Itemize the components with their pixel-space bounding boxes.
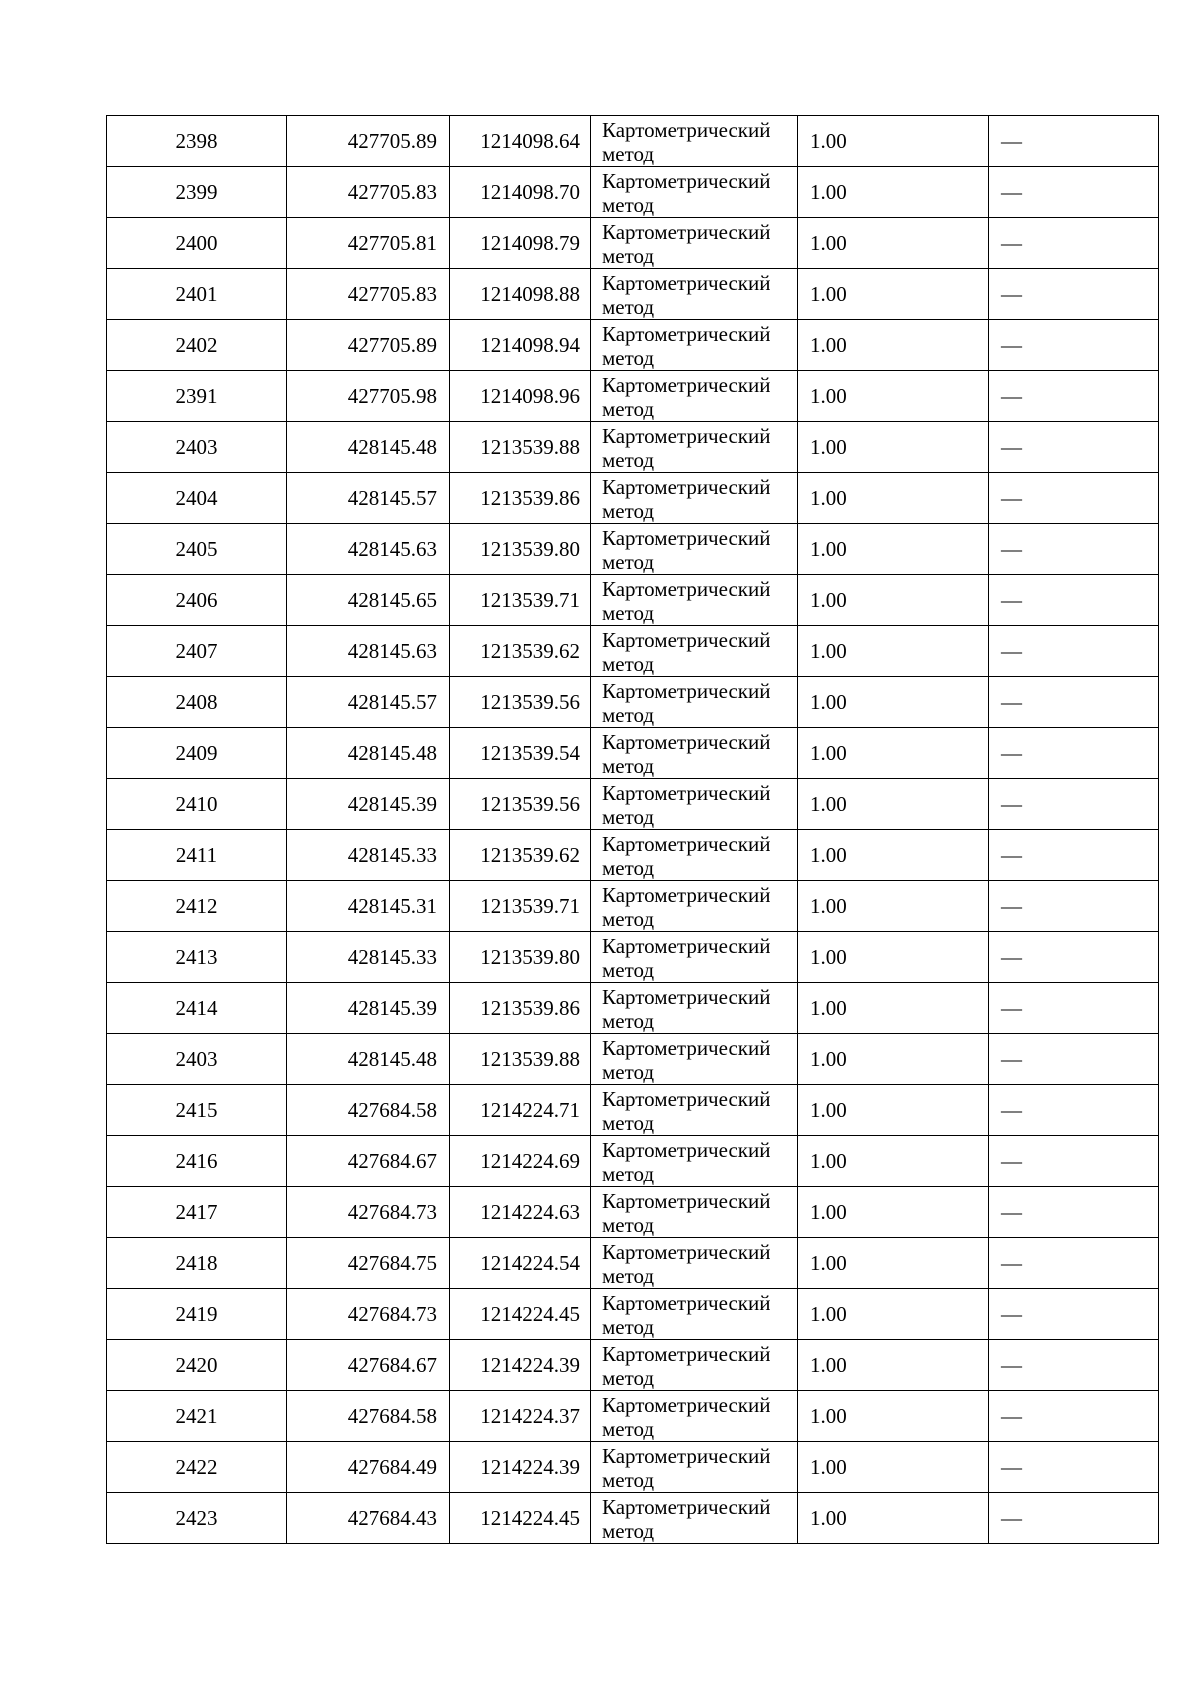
method-text-line1: Картометрический [602, 883, 771, 907]
method-cell [591, 983, 798, 1034]
table-row [107, 1493, 1159, 1544]
y-coordinate-cell: 1214098.70 [450, 167, 591, 218]
note-cell: — [989, 1136, 1159, 1187]
note-cell: — [989, 1493, 1159, 1544]
table-row [107, 932, 1159, 983]
y-coordinate-cell: 1214224.63 [450, 1187, 591, 1238]
note-cell: — [989, 371, 1159, 422]
method-text-line2: метод [602, 448, 655, 472]
method-text-line2: метод [602, 703, 655, 727]
accuracy-cell: 1.00 [798, 116, 989, 167]
note-cell: — [989, 1034, 1159, 1085]
note-cell: — [989, 1442, 1159, 1493]
table-row [107, 1391, 1159, 1442]
y-coordinate-cell: 1213539.54 [450, 728, 591, 779]
x-coordinate-cell: 428145.63 [287, 626, 450, 677]
y-coordinate-cell: 1214224.45 [450, 1493, 591, 1544]
x-coordinate-cell: 427684.58 [287, 1391, 450, 1442]
method-text-line1: Картометрический [602, 373, 771, 397]
y-coordinate-cell: 1213539.80 [450, 932, 591, 983]
accuracy-cell: 1.00 [798, 575, 989, 626]
method-text-line1: Картометрический [602, 1342, 771, 1366]
method-text-line1: Картометрический [602, 1495, 771, 1519]
method-cell [591, 1289, 798, 1340]
point-number-cell: 2423 [107, 1493, 287, 1544]
x-coordinate-cell: 428145.57 [287, 473, 450, 524]
method-text-line2: метод [602, 805, 655, 829]
note-cell: — [989, 626, 1159, 677]
method-text-line2: метод [602, 907, 655, 931]
note-cell: — [989, 1187, 1159, 1238]
y-coordinate-cell: 1213539.71 [450, 575, 591, 626]
table-row [107, 116, 1159, 167]
y-coordinate-cell: 1213539.62 [450, 830, 591, 881]
y-coordinate-cell: 1214224.71 [450, 1085, 591, 1136]
method-text-line2: метод [602, 1111, 655, 1135]
note-cell: — [989, 1289, 1159, 1340]
x-coordinate-cell: 427705.89 [287, 116, 450, 167]
method-cell [591, 932, 798, 983]
y-coordinate-cell: 1213539.86 [450, 473, 591, 524]
accuracy-cell: 1.00 [798, 830, 989, 881]
accuracy-cell: 1.00 [798, 1391, 989, 1442]
method-text-line1: Картометрический [602, 1087, 771, 1111]
method-text-line2: метод [602, 958, 655, 982]
method-text-line2: метод [602, 295, 655, 319]
table-row [107, 371, 1159, 422]
method-cell [591, 881, 798, 932]
coordinates-table-body [107, 116, 1159, 1544]
table-row [107, 575, 1159, 626]
method-text-line2: метод [602, 1009, 655, 1033]
note-cell: — [989, 269, 1159, 320]
point-number-cell: 2416 [107, 1136, 287, 1187]
method-text-line1: Картометрический [602, 1138, 771, 1162]
accuracy-cell: 1.00 [798, 983, 989, 1034]
accuracy-cell: 1.00 [798, 269, 989, 320]
method-text-line2: метод [602, 1417, 655, 1441]
note-cell: — [989, 524, 1159, 575]
note-cell: — [989, 422, 1159, 473]
x-coordinate-cell: 427684.73 [287, 1289, 450, 1340]
accuracy-cell: 1.00 [798, 218, 989, 269]
x-coordinate-cell: 427705.81 [287, 218, 450, 269]
accuracy-cell: 1.00 [798, 779, 989, 830]
x-coordinate-cell: 428145.33 [287, 932, 450, 983]
x-coordinate-cell: 427684.49 [287, 1442, 450, 1493]
table-row [107, 1442, 1159, 1493]
table-row [107, 269, 1159, 320]
point-number-cell: 2398 [107, 116, 287, 167]
note-cell: — [989, 218, 1159, 269]
table-row [107, 1238, 1159, 1289]
method-cell [591, 677, 798, 728]
note-cell: — [989, 320, 1159, 371]
table-row [107, 779, 1159, 830]
accuracy-cell: 1.00 [798, 1136, 989, 1187]
method-text-line1: Картометрический [602, 1291, 771, 1315]
table-row [107, 1289, 1159, 1340]
method-cell [591, 1034, 798, 1085]
method-text-line1: Картометрический [602, 169, 771, 193]
note-cell: — [989, 1238, 1159, 1289]
point-number-cell: 2412 [107, 881, 287, 932]
y-coordinate-cell: 1214098.94 [450, 320, 591, 371]
method-text-line1: Картометрический [602, 475, 771, 499]
note-cell: — [989, 932, 1159, 983]
method-cell [591, 1187, 798, 1238]
x-coordinate-cell: 427684.75 [287, 1238, 450, 1289]
accuracy-cell: 1.00 [798, 677, 989, 728]
method-text-line2: метод [602, 499, 655, 523]
method-text-line2: метод [602, 754, 655, 778]
method-cell [591, 1136, 798, 1187]
accuracy-cell: 1.00 [798, 1238, 989, 1289]
note-cell: — [989, 1391, 1159, 1442]
method-cell [591, 269, 798, 320]
method-text-line2: метод [602, 1264, 655, 1288]
table-row [107, 830, 1159, 881]
point-number-cell: 2405 [107, 524, 287, 575]
accuracy-cell: 1.00 [798, 1187, 989, 1238]
method-cell [591, 626, 798, 677]
x-coordinate-cell: 427705.83 [287, 269, 450, 320]
method-cell [591, 830, 798, 881]
method-text-line2: метод [602, 1519, 655, 1543]
point-number-cell: 2403 [107, 422, 287, 473]
x-coordinate-cell: 428145.48 [287, 1034, 450, 1085]
point-number-cell: 2391 [107, 371, 287, 422]
method-cell [591, 473, 798, 524]
note-cell: — [989, 677, 1159, 728]
x-coordinate-cell: 427684.43 [287, 1493, 450, 1544]
method-text-line1: Картометрический [602, 220, 771, 244]
method-text-line1: Картометрический [602, 322, 771, 346]
point-number-cell: 2417 [107, 1187, 287, 1238]
method-text-line2: метод [602, 1315, 655, 1339]
point-number-cell: 2408 [107, 677, 287, 728]
point-number-cell: 2402 [107, 320, 287, 371]
point-number-cell: 2401 [107, 269, 287, 320]
point-number-cell: 2418 [107, 1238, 287, 1289]
accuracy-cell: 1.00 [798, 167, 989, 218]
method-text-line1: Картометрический [602, 271, 771, 295]
method-text-line1: Картометрический [602, 1240, 771, 1264]
y-coordinate-cell: 1214098.88 [450, 269, 591, 320]
method-text-line2: метод [602, 856, 655, 880]
accuracy-cell: 1.00 [798, 371, 989, 422]
method-text-line1: Картометрический [602, 577, 771, 601]
method-text-line1: Картометрический [602, 1189, 771, 1213]
accuracy-cell: 1.00 [798, 932, 989, 983]
y-coordinate-cell: 1214224.39 [450, 1340, 591, 1391]
y-coordinate-cell: 1213539.80 [450, 524, 591, 575]
table-row [107, 473, 1159, 524]
method-text-line2: метод [602, 244, 655, 268]
method-text-line1: Картометрический [602, 1393, 771, 1417]
table-row [107, 1340, 1159, 1391]
method-text-line1: Картометрический [602, 781, 771, 805]
accuracy-cell: 1.00 [798, 1085, 989, 1136]
x-coordinate-cell: 428145.31 [287, 881, 450, 932]
note-cell: — [989, 116, 1159, 167]
x-coordinate-cell: 428145.65 [287, 575, 450, 626]
method-text-line1: Картометрический [602, 1444, 771, 1468]
x-coordinate-cell: 427684.73 [287, 1187, 450, 1238]
accuracy-cell: 1.00 [798, 1442, 989, 1493]
method-text-line2: метод [602, 193, 655, 217]
y-coordinate-cell: 1214098.79 [450, 218, 591, 269]
point-number-cell: 2413 [107, 932, 287, 983]
table-row [107, 320, 1159, 371]
method-text-line1: Картометрический [602, 985, 771, 1009]
point-number-cell: 2422 [107, 1442, 287, 1493]
y-coordinate-cell: 1213539.71 [450, 881, 591, 932]
y-coordinate-cell: 1213539.56 [450, 677, 591, 728]
method-text-line2: метод [602, 601, 655, 625]
table-row [107, 677, 1159, 728]
y-coordinate-cell: 1213539.62 [450, 626, 591, 677]
method-text-line1: Картометрический [602, 118, 771, 142]
table-row [107, 167, 1159, 218]
y-coordinate-cell: 1214224.69 [450, 1136, 591, 1187]
x-coordinate-cell: 428145.33 [287, 830, 450, 881]
point-number-cell: 2407 [107, 626, 287, 677]
accuracy-cell: 1.00 [798, 473, 989, 524]
method-text-line1: Картометрический [602, 424, 771, 448]
method-cell [591, 524, 798, 575]
point-number-cell: 2421 [107, 1391, 287, 1442]
point-number-cell: 2420 [107, 1340, 287, 1391]
point-number-cell: 2411 [107, 830, 287, 881]
x-coordinate-cell: 427684.58 [287, 1085, 450, 1136]
y-coordinate-cell: 1213539.86 [450, 983, 591, 1034]
x-coordinate-cell: 427705.83 [287, 167, 450, 218]
method-text-line2: метод [602, 346, 655, 370]
accuracy-cell: 1.00 [798, 728, 989, 779]
note-cell: — [989, 473, 1159, 524]
method-cell [591, 320, 798, 371]
table-row [107, 422, 1159, 473]
x-coordinate-cell: 427705.89 [287, 320, 450, 371]
point-number-cell: 2414 [107, 983, 287, 1034]
table-row [107, 1136, 1159, 1187]
note-cell: — [989, 575, 1159, 626]
table-row [107, 881, 1159, 932]
table-row [107, 1085, 1159, 1136]
y-coordinate-cell: 1214224.37 [450, 1391, 591, 1442]
note-cell: — [989, 167, 1159, 218]
method-text-line2: метод [602, 142, 655, 166]
method-cell [591, 422, 798, 473]
accuracy-cell: 1.00 [798, 881, 989, 932]
accuracy-cell: 1.00 [798, 1493, 989, 1544]
note-cell: — [989, 881, 1159, 932]
x-coordinate-cell: 427684.67 [287, 1136, 450, 1187]
y-coordinate-cell: 1213539.88 [450, 1034, 591, 1085]
y-coordinate-cell: 1214224.54 [450, 1238, 591, 1289]
table-row [107, 1187, 1159, 1238]
method-text-line1: Картометрический [602, 934, 771, 958]
x-coordinate-cell: 428145.63 [287, 524, 450, 575]
method-cell [591, 1238, 798, 1289]
x-coordinate-cell: 428145.39 [287, 779, 450, 830]
method-cell [591, 116, 798, 167]
y-coordinate-cell: 1214098.96 [450, 371, 591, 422]
method-cell [591, 167, 798, 218]
point-number-cell: 2419 [107, 1289, 287, 1340]
method-text-line1: Картометрический [602, 526, 771, 550]
method-cell [591, 1442, 798, 1493]
y-coordinate-cell: 1214224.45 [450, 1289, 591, 1340]
accuracy-cell: 1.00 [798, 1289, 989, 1340]
method-cell [591, 1493, 798, 1544]
x-coordinate-cell: 428145.57 [287, 677, 450, 728]
point-number-cell: 2400 [107, 218, 287, 269]
x-coordinate-cell: 427684.67 [287, 1340, 450, 1391]
point-number-cell: 2399 [107, 167, 287, 218]
method-text-line2: метод [602, 1468, 655, 1492]
method-cell [591, 371, 798, 422]
method-cell [591, 1340, 798, 1391]
method-text-line2: метод [602, 550, 655, 574]
method-text-line1: Картометрический [602, 730, 771, 754]
point-number-cell: 2415 [107, 1085, 287, 1136]
x-coordinate-cell: 427705.98 [287, 371, 450, 422]
table-row [107, 524, 1159, 575]
x-coordinate-cell: 428145.48 [287, 728, 450, 779]
point-number-cell: 2406 [107, 575, 287, 626]
y-coordinate-cell: 1214098.64 [450, 116, 591, 167]
y-coordinate-cell: 1213539.56 [450, 779, 591, 830]
table-row [107, 1034, 1159, 1085]
method-cell [591, 575, 798, 626]
accuracy-cell: 1.00 [798, 1340, 989, 1391]
note-cell: — [989, 983, 1159, 1034]
method-cell [591, 1391, 798, 1442]
accuracy-cell: 1.00 [798, 320, 989, 371]
method-text-line2: метод [602, 1366, 655, 1390]
table-row [107, 626, 1159, 677]
x-coordinate-cell: 428145.48 [287, 422, 450, 473]
method-text-line2: метод [602, 1213, 655, 1237]
note-cell: — [989, 830, 1159, 881]
note-cell: — [989, 1340, 1159, 1391]
method-text-line1: Картометрический [602, 1036, 771, 1060]
x-coordinate-cell: 428145.39 [287, 983, 450, 1034]
method-text-line2: метод [602, 652, 655, 676]
method-cell [591, 218, 798, 269]
note-cell: — [989, 779, 1159, 830]
method-text-line1: Картометрический [602, 832, 771, 856]
method-cell [591, 779, 798, 830]
method-text-line2: метод [602, 1162, 655, 1186]
note-cell: — [989, 1085, 1159, 1136]
y-coordinate-cell: 1214224.39 [450, 1442, 591, 1493]
accuracy-cell: 1.00 [798, 1034, 989, 1085]
method-cell [591, 1085, 798, 1136]
method-text-line2: метод [602, 1060, 655, 1084]
coordinates-table [106, 115, 1159, 1544]
method-text-line1: Картометрический [602, 628, 771, 652]
accuracy-cell: 1.00 [798, 626, 989, 677]
point-number-cell: 2409 [107, 728, 287, 779]
point-number-cell: 2404 [107, 473, 287, 524]
table-row [107, 983, 1159, 1034]
point-number-cell: 2403 [107, 1034, 287, 1085]
note-cell: — [989, 728, 1159, 779]
method-cell [591, 728, 798, 779]
method-text-line2: метод [602, 397, 655, 421]
table-row [107, 728, 1159, 779]
method-text-line1: Картометрический [602, 679, 771, 703]
y-coordinate-cell: 1213539.88 [450, 422, 591, 473]
accuracy-cell: 1.00 [798, 422, 989, 473]
point-number-cell: 2410 [107, 779, 287, 830]
accuracy-cell: 1.00 [798, 524, 989, 575]
table-row [107, 218, 1159, 269]
